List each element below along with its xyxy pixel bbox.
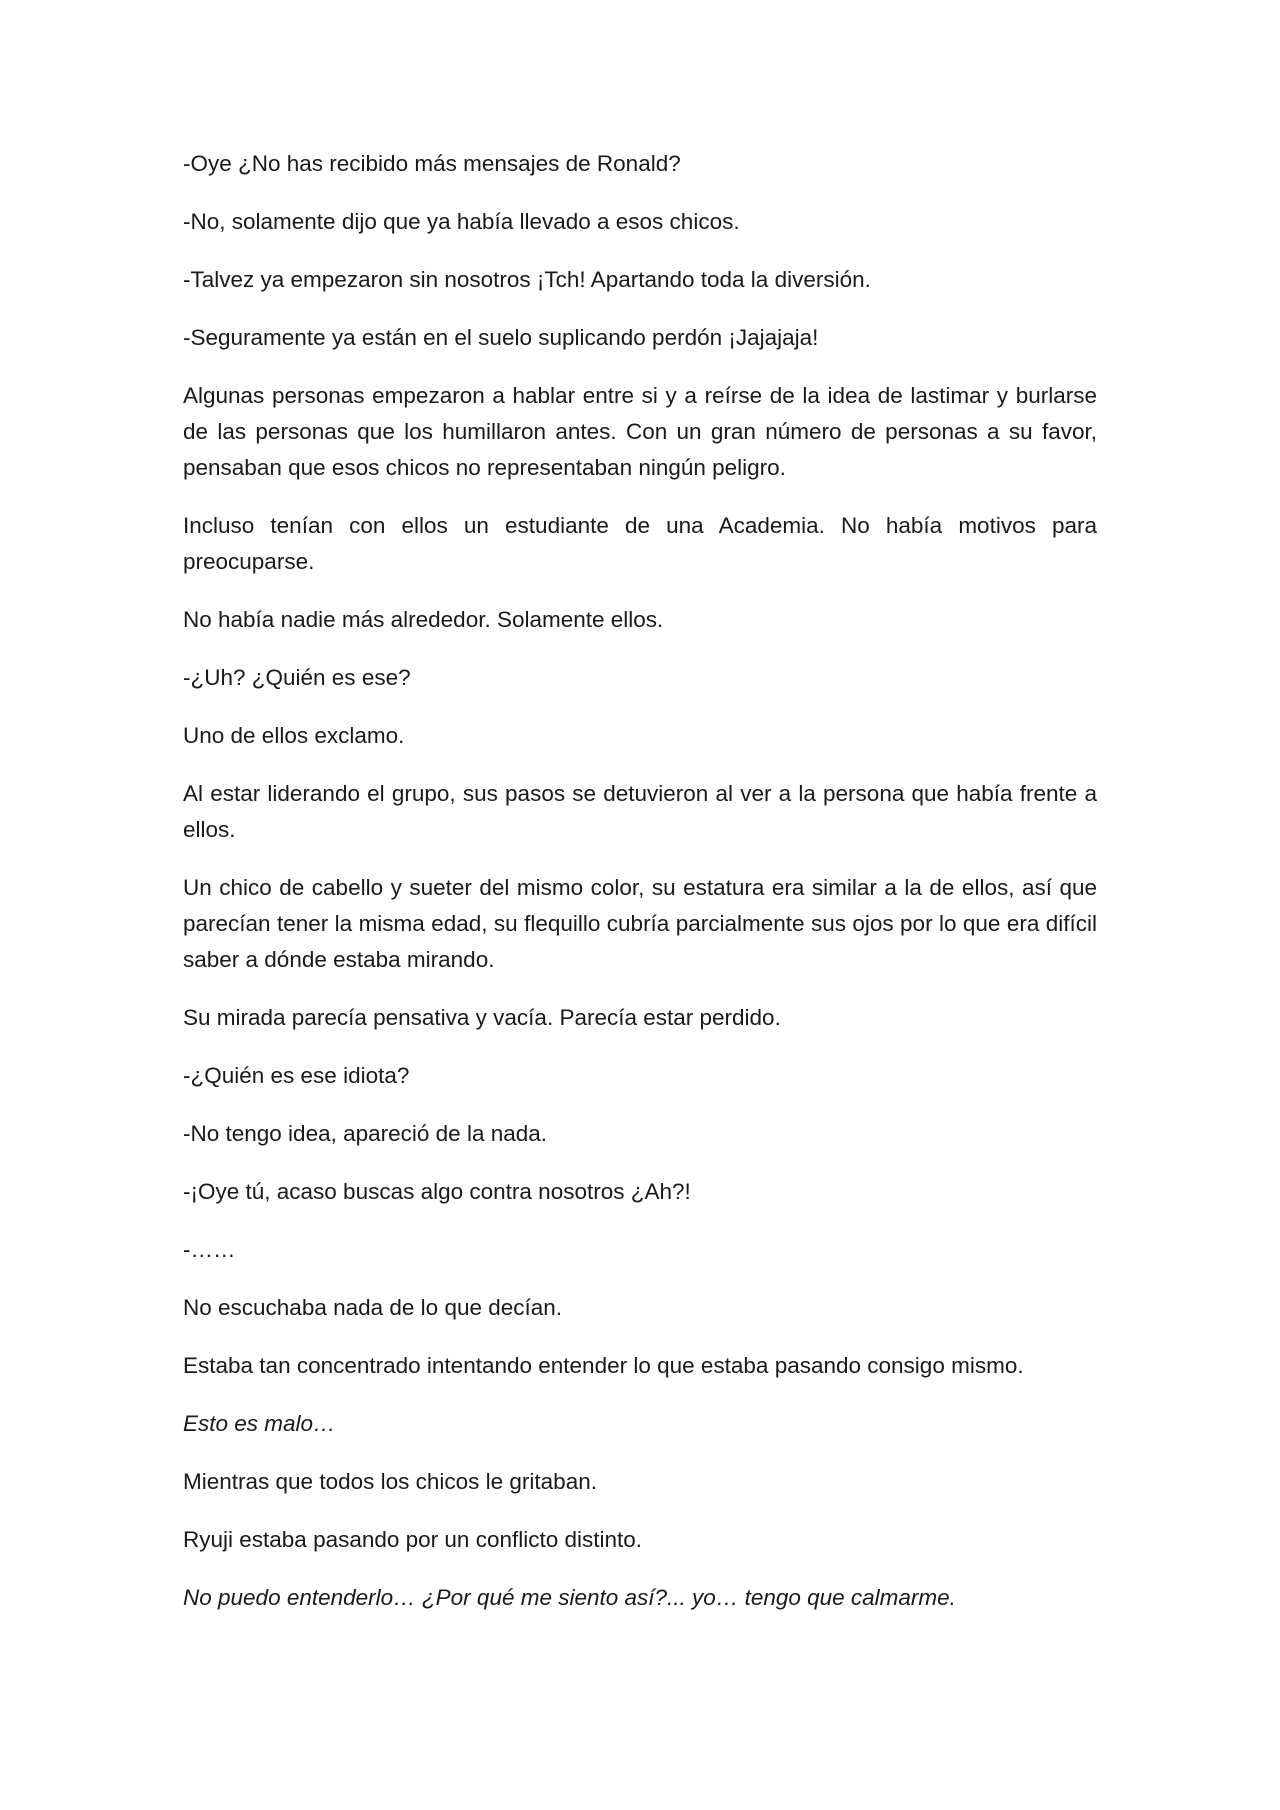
paragraph: -Talvez ya empezaron sin nosotros ¡Tch! Apartando toda la diversión.: [183, 267, 871, 292]
paragraph: No puedo entenderlo… ¿Por qué me siento así?... yo… tengo que calmarme.: [183, 1585, 956, 1610]
paragraph: -……: [183, 1237, 236, 1262]
document-body: [183, 146, 1097, 1638]
paragraph: Ryuji estaba pasando por un conflicto distinto.: [183, 1527, 643, 1552]
paragraph: No había nadie más alrededor. Solamente ellos.: [183, 607, 664, 632]
paragraph: Un chico de cabello y sueter del mismo color, su estatura era similar a la de ellos, así que parecían tener la misma edad, su flequillo cubría parcialmente sus ojos por lo que era difícil saber a dónde estaba mirando.: [183, 875, 1097, 972]
paragraph: Algunas personas empezaron a hablar entre si y a reírse de la idea de lastimar y burlarse de las personas que los humillaron antes. Con un gran número de personas a su favor, pensaban que esos chicos no representaban ningún peligro.: [183, 383, 1097, 480]
paragraph: -Seguramente ya están en el suelo suplicando perdón ¡Jajajaja!: [183, 325, 819, 350]
paragraph: Incluso tenían con ellos un estudiante de una Academia. No había motivos para preocuparse.: [183, 513, 1097, 574]
paragraph: -¿Uh? ¿Quién es ese?: [183, 665, 411, 690]
paragraph: -Oye ¿No has recibido más mensajes de Ronald?: [183, 151, 681, 176]
paragraph: Uno de ellos exclamo.: [183, 723, 405, 748]
paragraph: -No tengo idea, apareció de la nada.: [183, 1121, 548, 1146]
paragraph: -¿Quién es ese idiota?: [183, 1063, 410, 1088]
paragraph: Al estar liderando el grupo, sus pasos se detuvieron al ver a la persona que había frente a ellos.: [183, 781, 1097, 842]
paragraph: Mientras que todos los chicos le gritaban.: [183, 1469, 597, 1494]
paragraph: -No, solamente dijo que ya había llevado a esos chicos.: [183, 209, 740, 234]
paragraph: Esto es malo…: [183, 1411, 336, 1436]
paragraph: -¡Oye tú, acaso buscas algo contra nosotros ¿Ah?!: [183, 1179, 691, 1204]
paragraph: Estaba tan concentrado intentando entender lo que estaba pasando consigo mismo.: [183, 1353, 1024, 1378]
paragraph: No escuchaba nada de lo que decían.: [183, 1295, 563, 1320]
paragraph: Su mirada parecía pensativa y vacía. Parecía estar perdido.: [183, 1005, 781, 1030]
